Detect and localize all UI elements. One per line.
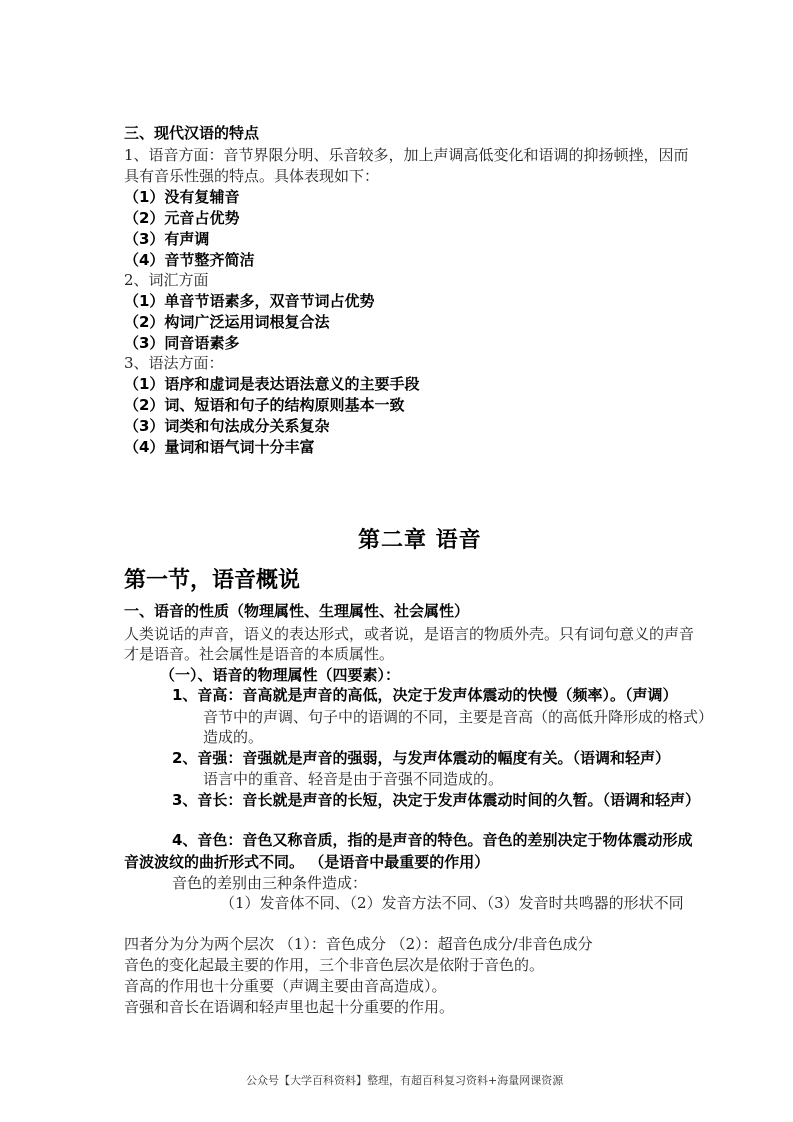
timbre-heading-line-1: 4、音色：音色又称音质，指的是声音的特色。音色的差别决定于物体震动形成 (172, 831, 693, 849)
intensity-text: 语言中的重音、轻音是由于音强不同造成的。 (203, 770, 504, 788)
nature-text-line-1: 人类说话的声音，语义的表达形式，或者说，是语言的物质外壳。只有词句意义的声音 (124, 625, 695, 643)
summary-line: 音高的作用也十分重要（声调主要由音高造成）。 (124, 977, 447, 995)
phonetics-item: （1）没有复辅音 (124, 188, 240, 206)
vocab-item: （3）同音语素多 (124, 334, 240, 352)
physical-attributes-heading: （一）、语音的物理属性（四要素）： (160, 666, 401, 684)
summary-line: 音色的变化起最主要的作用，三个非音色层次是依附于音色的。 (124, 956, 545, 974)
vocab-item: （2）构词广泛运用词根复合法 (124, 313, 330, 331)
grammar-item: （2）词、短语和句子的结构原则基本一致 (124, 396, 405, 414)
grammar-item: （4）量词和语气词十分丰富 (124, 438, 315, 456)
length-heading: 3、音长：音长就是声音的长短，决定于发声体震动时间的久暂。（语调和轻声） (172, 791, 700, 809)
vocab-heading: 2、词汇方面 (124, 271, 209, 289)
footer-note: 公众号【大学百科资料】整理，有超百科复习资料+海量网课资源 (246, 1074, 564, 1087)
phonetics-item: （2）元音占优势 (124, 209, 240, 227)
pitch-text-line-1: 音节中的声调、句子中的语调的不同，主要是音高（的高低升降形成的格式） (203, 708, 714, 726)
summary-line: 音强和音长在语调和轻声里也起十分重要的作用。 (124, 998, 455, 1016)
phonetics-intro-line-1: 1、语音方面：音节界限分明、乐音较多，加上声调高低变化和语调的抑扬顿挫，因而 (124, 146, 689, 164)
timbre-conditions: （1）发音体不同、（2）发音方法不同、（3）发音时共鸣器的形状不同 (220, 894, 684, 912)
timbre-heading-line-2: 音波波纹的曲折形式不同。 （是语音中最重要的作用） (124, 853, 490, 871)
phonetics-item: （3）有声调 (124, 230, 210, 248)
timbre-text: 音色的差别由三种条件造成： (172, 874, 368, 892)
vocab-item: （1）单音节语素多，双音节词占优势 (124, 292, 375, 310)
nature-text-line-2: 才是语音。社会属性是语音的本质属性。 (124, 645, 395, 663)
phonetics-intro-line-2: 具有音乐性强的特点。具体表现如下： (124, 167, 380, 185)
intensity-heading: 2、音强：音强就是声音的强弱，与发声体震动的幅度有关。（语调和轻声） (172, 749, 670, 767)
pitch-heading: 1、音高：音高就是声音的高低，决定于发声体震动的快慢（频率）。（声调） (172, 686, 678, 704)
section-title: 第一节，语音概说 (124, 568, 301, 593)
grammar-item: （1）语序和虚词是表达语法意义的主要手段 (124, 375, 420, 393)
summary-line: 四者分为分为两个层次 （1）：音色成分 （2）：超音色成分/非音色成分 (124, 935, 593, 953)
phonetics-item: （4）音节整齐简洁 (124, 251, 255, 269)
chapter-title: 第二章 语音 (358, 528, 482, 553)
grammar-item: （3）词类和句法成分关系复杂 (124, 417, 330, 435)
section-heading-features: 三、现代汉语的特点 (124, 124, 260, 142)
pitch-text-line-2: 造成的。 (203, 728, 264, 746)
nature-heading: 一、语音的性质（物理属性、生理属性、社会属性） (124, 602, 470, 620)
grammar-heading: 3、语法方面： (124, 354, 224, 372)
